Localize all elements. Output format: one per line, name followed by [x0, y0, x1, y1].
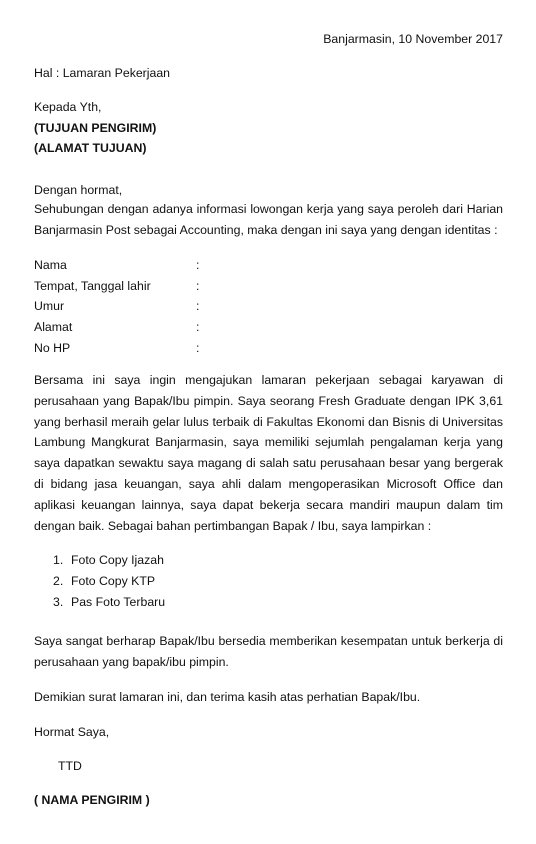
list-item [53, 553, 164, 567]
recipient-name: (TUJUAN PENGIRIM) [34, 121, 157, 135]
list-item [53, 595, 165, 609]
identity-label-nama: Nama [34, 258, 67, 272]
hope-paragraph: Saya sangat berharap Bapak/Ibu bersedia memberikan kesempatan untuk berkerja di perusahaan yang bapak/ibu pimpin. [34, 634, 503, 669]
list-number: 3. [53, 595, 64, 609]
recipient-salutation: Kepada Yth, [34, 100, 102, 114]
identity-colon: : [196, 299, 200, 313]
closing-text: Demikian surat lamaran ini, dan terima kasih atas perhatian Bapak/Ibu. [34, 690, 421, 704]
identity-colon: : [196, 341, 200, 355]
list-text: Foto Copy KTP [71, 574, 156, 588]
identity-colon: : [196, 320, 200, 334]
greeting: Dengan hormat, [34, 183, 123, 197]
list-number: 2. [53, 574, 64, 588]
intro-paragraph: Sehubungan dengan adanya informasi lowongan kerja yang saya peroleh dari Harian Banjarmasin Post sebagai Accounting, maka dengan ini saya yang dengan identitas : [34, 202, 503, 237]
recipient-address: (ALAMAT TUJUAN) [34, 141, 147, 155]
list-text: Pas Foto Terbaru [71, 595, 166, 609]
identity-label-alamat: Alamat [34, 320, 73, 334]
subject-line: Hal : Lamaran Pekerjaan [34, 66, 171, 80]
identity-label-umur: Umur [34, 299, 65, 313]
signature: TTD [58, 759, 82, 773]
list-number: 1. [53, 553, 64, 567]
sender-name: ( NAMA PENGIRIM ) [34, 793, 150, 807]
identity-label-ttl: Tempat, Tanggal lahir [34, 279, 151, 293]
list-item [53, 574, 155, 588]
identity-colon: : [196, 258, 200, 272]
date-line: Banjarmasin, 10 November 2017 [323, 32, 503, 46]
identity-label-nohp: No HP [34, 341, 71, 355]
body-paragraph: Bersama ini saya ingin mengajukan lamaran pekerjaan sebagai karyawan di perusahaan yang Bapak/Ibu pimpin. Saya seorang Fresh Graduate dengan IPK 3,61 yang berhasil meraih gelar lulus terbaik di Fakultas Ekonomi dan Bisnis di Universitas Lambung Mangkurat Banjarmasin, saya memiliki sejumlah pengalaman kerja yang saya dapatkan sewaktu saya magang di salah satu perusahaan besar yang bergerak di bidang jasa keuangan, saya ahli dalam mengoperasikan Microsoft Office dan aplikasi keuangan lainnya, saya dapat bekerja secara mandiri maupun dalam tim dengan baik. Sebagai bahan pertimbangan Bapak / Ibu, saya lampirkan : [34, 373, 503, 533]
signoff: Hormat Saya, [34, 725, 110, 739]
identity-colon: : [196, 279, 200, 293]
list-text: Foto Copy Ijazah [71, 553, 164, 567]
